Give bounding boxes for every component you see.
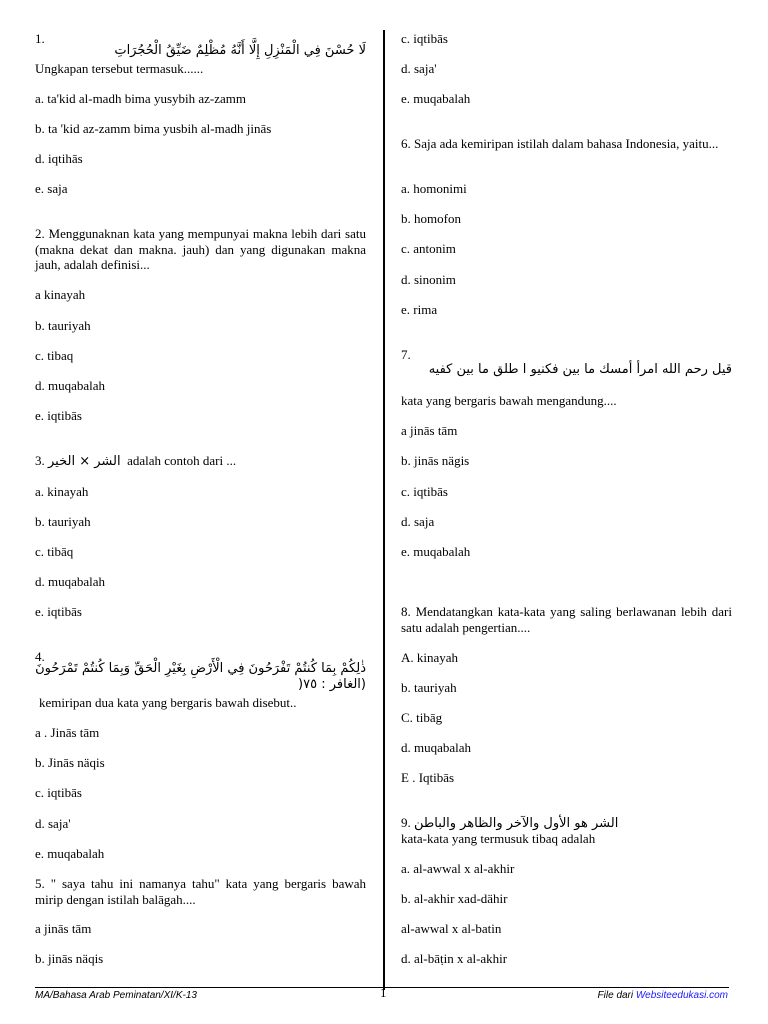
q3-number: 3.: [35, 453, 45, 468]
q4-option-b: b. Jinās näqis: [35, 755, 105, 770]
q1-number: 1.: [35, 31, 45, 46]
q6-option-b: b. homofon: [401, 211, 461, 226]
q1-option-b: b. ta 'kid az-zamm bima yusbih al-madh jinās: [35, 121, 272, 136]
column-divider: [383, 30, 385, 990]
q1-option-d: d. iqtihās: [35, 151, 83, 166]
q6-option-a: a. homonimi: [401, 181, 467, 196]
q1-option-a: a. ta'kid al-madh bima yusybih az-zamm: [35, 91, 246, 106]
q9-option-b: b. al-akhir xad-dähir: [401, 891, 508, 906]
footer-course-label: MA/Bahasa Arab Peminatan/XI/K-13: [35, 990, 197, 1001]
q6-option-d: d. sinonim: [401, 272, 456, 287]
q5-option-a: a jinās tām: [35, 921, 92, 936]
q2-option-e: e. iqtibās: [35, 408, 82, 423]
q8-option-a: A. kinayah: [401, 650, 459, 665]
q4-option-a: a . Jinās tām: [35, 725, 100, 740]
q3-suffix: adalah contoh dari ...: [127, 453, 237, 468]
q1-stem: Ungkapan tersebut termasuk......: [35, 61, 204, 76]
q9-option-c: al-awwal x al-batin: [401, 921, 502, 936]
footer-source-link[interactable]: Websiteedukasi.com: [635, 990, 728, 1001]
q7-option-a: a jinās tām: [401, 423, 458, 438]
q9-option-d: d. al-bāṭin x al-akhir: [401, 951, 508, 966]
footer-source-prefix: File dari: [597, 990, 634, 1001]
q4-arabic: ذٰلِكُمْ بِمَا كُنتُمْ تَفْرَحُونَ فِي الْأَرْضِ بِغَيْرِ الْحَقِّ وَبِمَا كُنتُمْ تَمْرَحُونَ (الغافر : ٧٥(: [35, 661, 366, 692]
q5-option-d: d. saja': [401, 61, 437, 76]
q2-option-a: a kinayah: [35, 287, 86, 302]
q3-option-a: a. kinayah: [35, 484, 89, 499]
q8-option-b: b. tauriyah: [401, 680, 457, 695]
q2-option-c: c. tibaq: [35, 348, 74, 363]
q3-option-e: e. iqtibās: [35, 604, 82, 619]
q9-option-a: a. al-awwal x al-akhir: [401, 861, 515, 876]
q9-number: 9.: [401, 815, 411, 830]
q9-arabic: الشر هو الأول والآخر والظاهر والباطن: [414, 816, 619, 831]
footer-source: [598, 990, 728, 1001]
q5-option-c: c. iqtibās: [401, 31, 448, 46]
q4-number: 4.: [35, 649, 45, 664]
q7-option-d: d. saja: [401, 514, 435, 529]
q7-stem: kata yang bergaris bawah mengandung....: [401, 393, 617, 408]
q6-option-e: e. rima: [401, 302, 438, 317]
q1-arabic: لَا حُسْنَ فِي الْمَنْزِلِ إِلَّا أَنَّهُ مُظْلِمٌ ضَيِّقُ الْحُجُرَاتِ: [114, 43, 366, 58]
q5-option-b: b. jinās näqis: [35, 951, 104, 966]
q9-stem: kata-kata yang termusuk tibaq adalah: [401, 831, 596, 846]
q9-heading: [401, 815, 732, 832]
q4-option-c: c. iqtibās: [35, 785, 82, 800]
q4-option-e: e. muqabalah: [35, 846, 105, 861]
q2-option-b: b. tauriyah: [35, 318, 91, 333]
q7-option-b: b. jinās nägis: [401, 453, 470, 468]
q7-arabic: قيل رحم الله امرأ أمسك ما بين فكنيو ا طلق ما بين كفيه: [428, 362, 732, 377]
q2-option-d: d. muqabalah: [35, 378, 106, 393]
q3-arabic: الشر × الخير: [48, 454, 121, 469]
q6-option-c: c. antonim: [401, 241, 456, 256]
q8-option-c: C. tibāg: [401, 710, 443, 725]
q8-option-e: E . Iqtibās: [401, 770, 455, 785]
q7-option-e: e. muqabalah: [401, 544, 471, 559]
q2-stem: 2. Menggunaknan kata yang mempunyai makna lebih dari satu (makna dekat dan makna. jauh) dan yang digunakan makna jauh, adalah definisi...: [35, 226, 366, 272]
q5-option-e: e. muqabalah: [401, 91, 471, 106]
q7-option-c: c. iqtibās: [401, 484, 448, 499]
q3-option-b: b. tauriyah: [35, 514, 91, 529]
q7-number: 7.: [401, 347, 411, 362]
q3-option-c: c. tibāq: [35, 544, 74, 559]
q5-stem: 5. " saya tahu ini namanya tahu" kata yang bergaris bawah mirip dengan istilah balāgah....: [35, 876, 366, 907]
q8-stem: 8. Mendatangkan kata-kata yang saling berlawanan lebih dari satu adalah pengertian....: [401, 604, 732, 635]
q3-option-d: d. muqabalah: [35, 574, 106, 589]
page-number: 1: [380, 985, 387, 1000]
q3-stem: [35, 453, 366, 470]
q8-option-d: d. muqabalah: [401, 740, 472, 755]
q6-stem: 6. Saja ada kemiripan istilah dalam bahasa Indonesia, yaitu...: [401, 136, 719, 151]
q4-option-d: d. saja': [35, 816, 71, 831]
q4-stem: kemiripan dua kata yang bergaris bawah disebut..: [39, 695, 297, 710]
q1-option-e: e. saja: [35, 181, 68, 196]
